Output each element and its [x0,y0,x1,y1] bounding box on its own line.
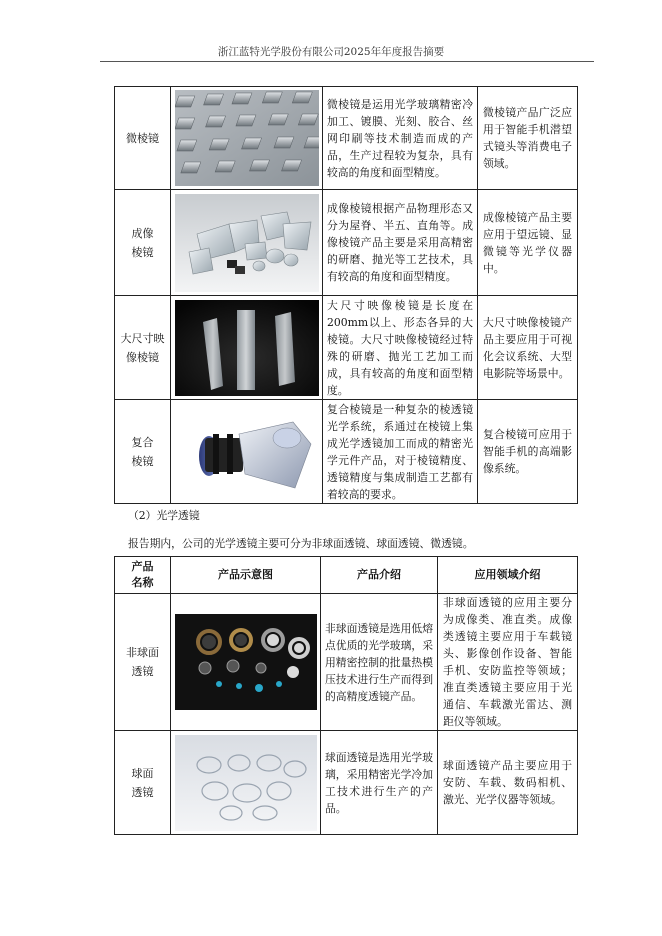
product-description: 成像棱镜根据产品物理形态又分为屋脊、半五、直角等。成像棱镜产品主要是采用高精密的研磨、抛光等工艺技术，具有较高的角度和面型精度。 [327,202,473,283]
compound-prism-photo [175,404,319,500]
application-text: 球面透镜产品主要应用于安防、车载、数码相机、激光、光学仪器等领域。 [443,759,572,806]
product-name-cell [115,731,171,835]
product-name: 非球面透镜 [126,646,159,678]
table-row [115,190,578,296]
large-mapping-prism-photo [175,300,319,396]
section-intro: 报告期内，公司的光学透镜主要可分为非球面透镜、球面透镜、微透镜。 [128,537,474,550]
product-name-cell [115,87,171,190]
spherical-lens-photo [175,735,317,831]
imaging-prism-photo [175,194,319,292]
table-row [115,594,578,731]
micro-prism-photo [175,90,319,186]
product-name: 球面透镜 [131,766,154,799]
aspherical-lens-image [171,594,321,731]
application-text: 大尺寸映像棱镜产品主要应用于可视化会议系统、大型电影院等场景中。 [483,315,572,380]
product-name: 成像棱镜 [131,226,154,259]
column-header-image: 产品示意图 [171,557,321,594]
product-name-cell [115,400,171,504]
product-name: 复合棱镜 [131,435,154,468]
compound-prism-image [171,400,323,504]
micro-prism-image [171,87,323,190]
table-row [115,731,578,835]
column-header-name: 产品名称 [115,557,171,594]
application-cell [478,87,578,190]
imaging-prism-image [171,190,323,296]
spherical-lens-image [171,731,321,835]
column-header-application: 应用领域介绍 [438,557,578,594]
product-name-cell [115,296,171,400]
column-header-description: 产品介绍 [321,557,438,594]
application-text: 成像棱镜产品主要应用于望远镜、显微镜等光学仪器中。 [483,210,572,275]
product-name: 大尺寸映像棱镜 [120,331,165,364]
product-name-cell [115,190,171,296]
table-header-row [115,557,578,594]
aspherical-lens-photo [175,614,317,710]
section-title: （2）光学透镜 [128,509,200,522]
application-text: 微棱镜产品广泛应用于智能手机潜望式镜头等消费电子领域。 [483,106,572,170]
large-mapping-prism-image [171,296,323,400]
table-row [115,87,578,190]
application-cell [478,400,578,504]
header-divider [100,61,594,62]
product-description: 球面透镜是选用光学玻璃，采用精密光学冷加工技术进行生产的产品。 [325,750,433,815]
prism-product-table [114,86,578,504]
table-row [115,400,578,504]
product-description-cell [323,296,478,400]
product-description-cell [321,731,438,835]
product-description: 微棱镜是运用光学玻璃精密冷加工、镀膜、光刻、胶合、丝网印刷等技术制造而成的产品，生产过程较为复杂，具有较高的角度和面型精度。 [327,97,473,179]
application-cell [438,731,578,835]
product-description-cell [323,400,478,504]
product-description-cell [323,190,478,296]
product-description-cell [321,594,438,731]
product-description-cell [323,87,478,190]
lens-product-table [114,556,578,835]
product-description: 复合棱镜是一种复杂的棱透镜光学系统，系通过在棱镜上集成光学透镜加工而成的精密光学元件产品，对于棱镜精度、透镜精度与集成制造工艺都有着较高的要求。 [327,402,473,501]
product-name-cell [115,594,171,731]
product-name: 微棱镜 [126,131,159,145]
product-description: 大尺寸映像棱镜是长度在200mm以上、形态各异的大棱镜。大尺寸映像棱镜经过特殊的研磨、抛光工艺加工而成，具有较高的角度和面型精度。 [327,298,473,397]
page-header: 浙江蓝特光学股份有限公司2025年年度报告摘要 [217,46,445,58]
application-text: 非球面透镜的应用主要分为成像类、准直类。成像类透镜主要应用于车载镜头、影像创作设备、智能手机、安防监控等领域；准直类透镜主要应用于光通信、车载激光雷达、测距仪等领域。 [443,596,572,728]
product-description: 非球面透镜是选用低熔点优质的光学玻璃，采用精密控制的批量热模压技术进行生产而得到的高精度透镜产品。 [325,621,433,703]
table-row [115,296,578,400]
application-cell [478,190,578,296]
application-text: 复合棱镜可应用于智能手机的高端影像系统。 [483,428,572,475]
application-cell [478,296,578,400]
application-cell [438,594,578,731]
